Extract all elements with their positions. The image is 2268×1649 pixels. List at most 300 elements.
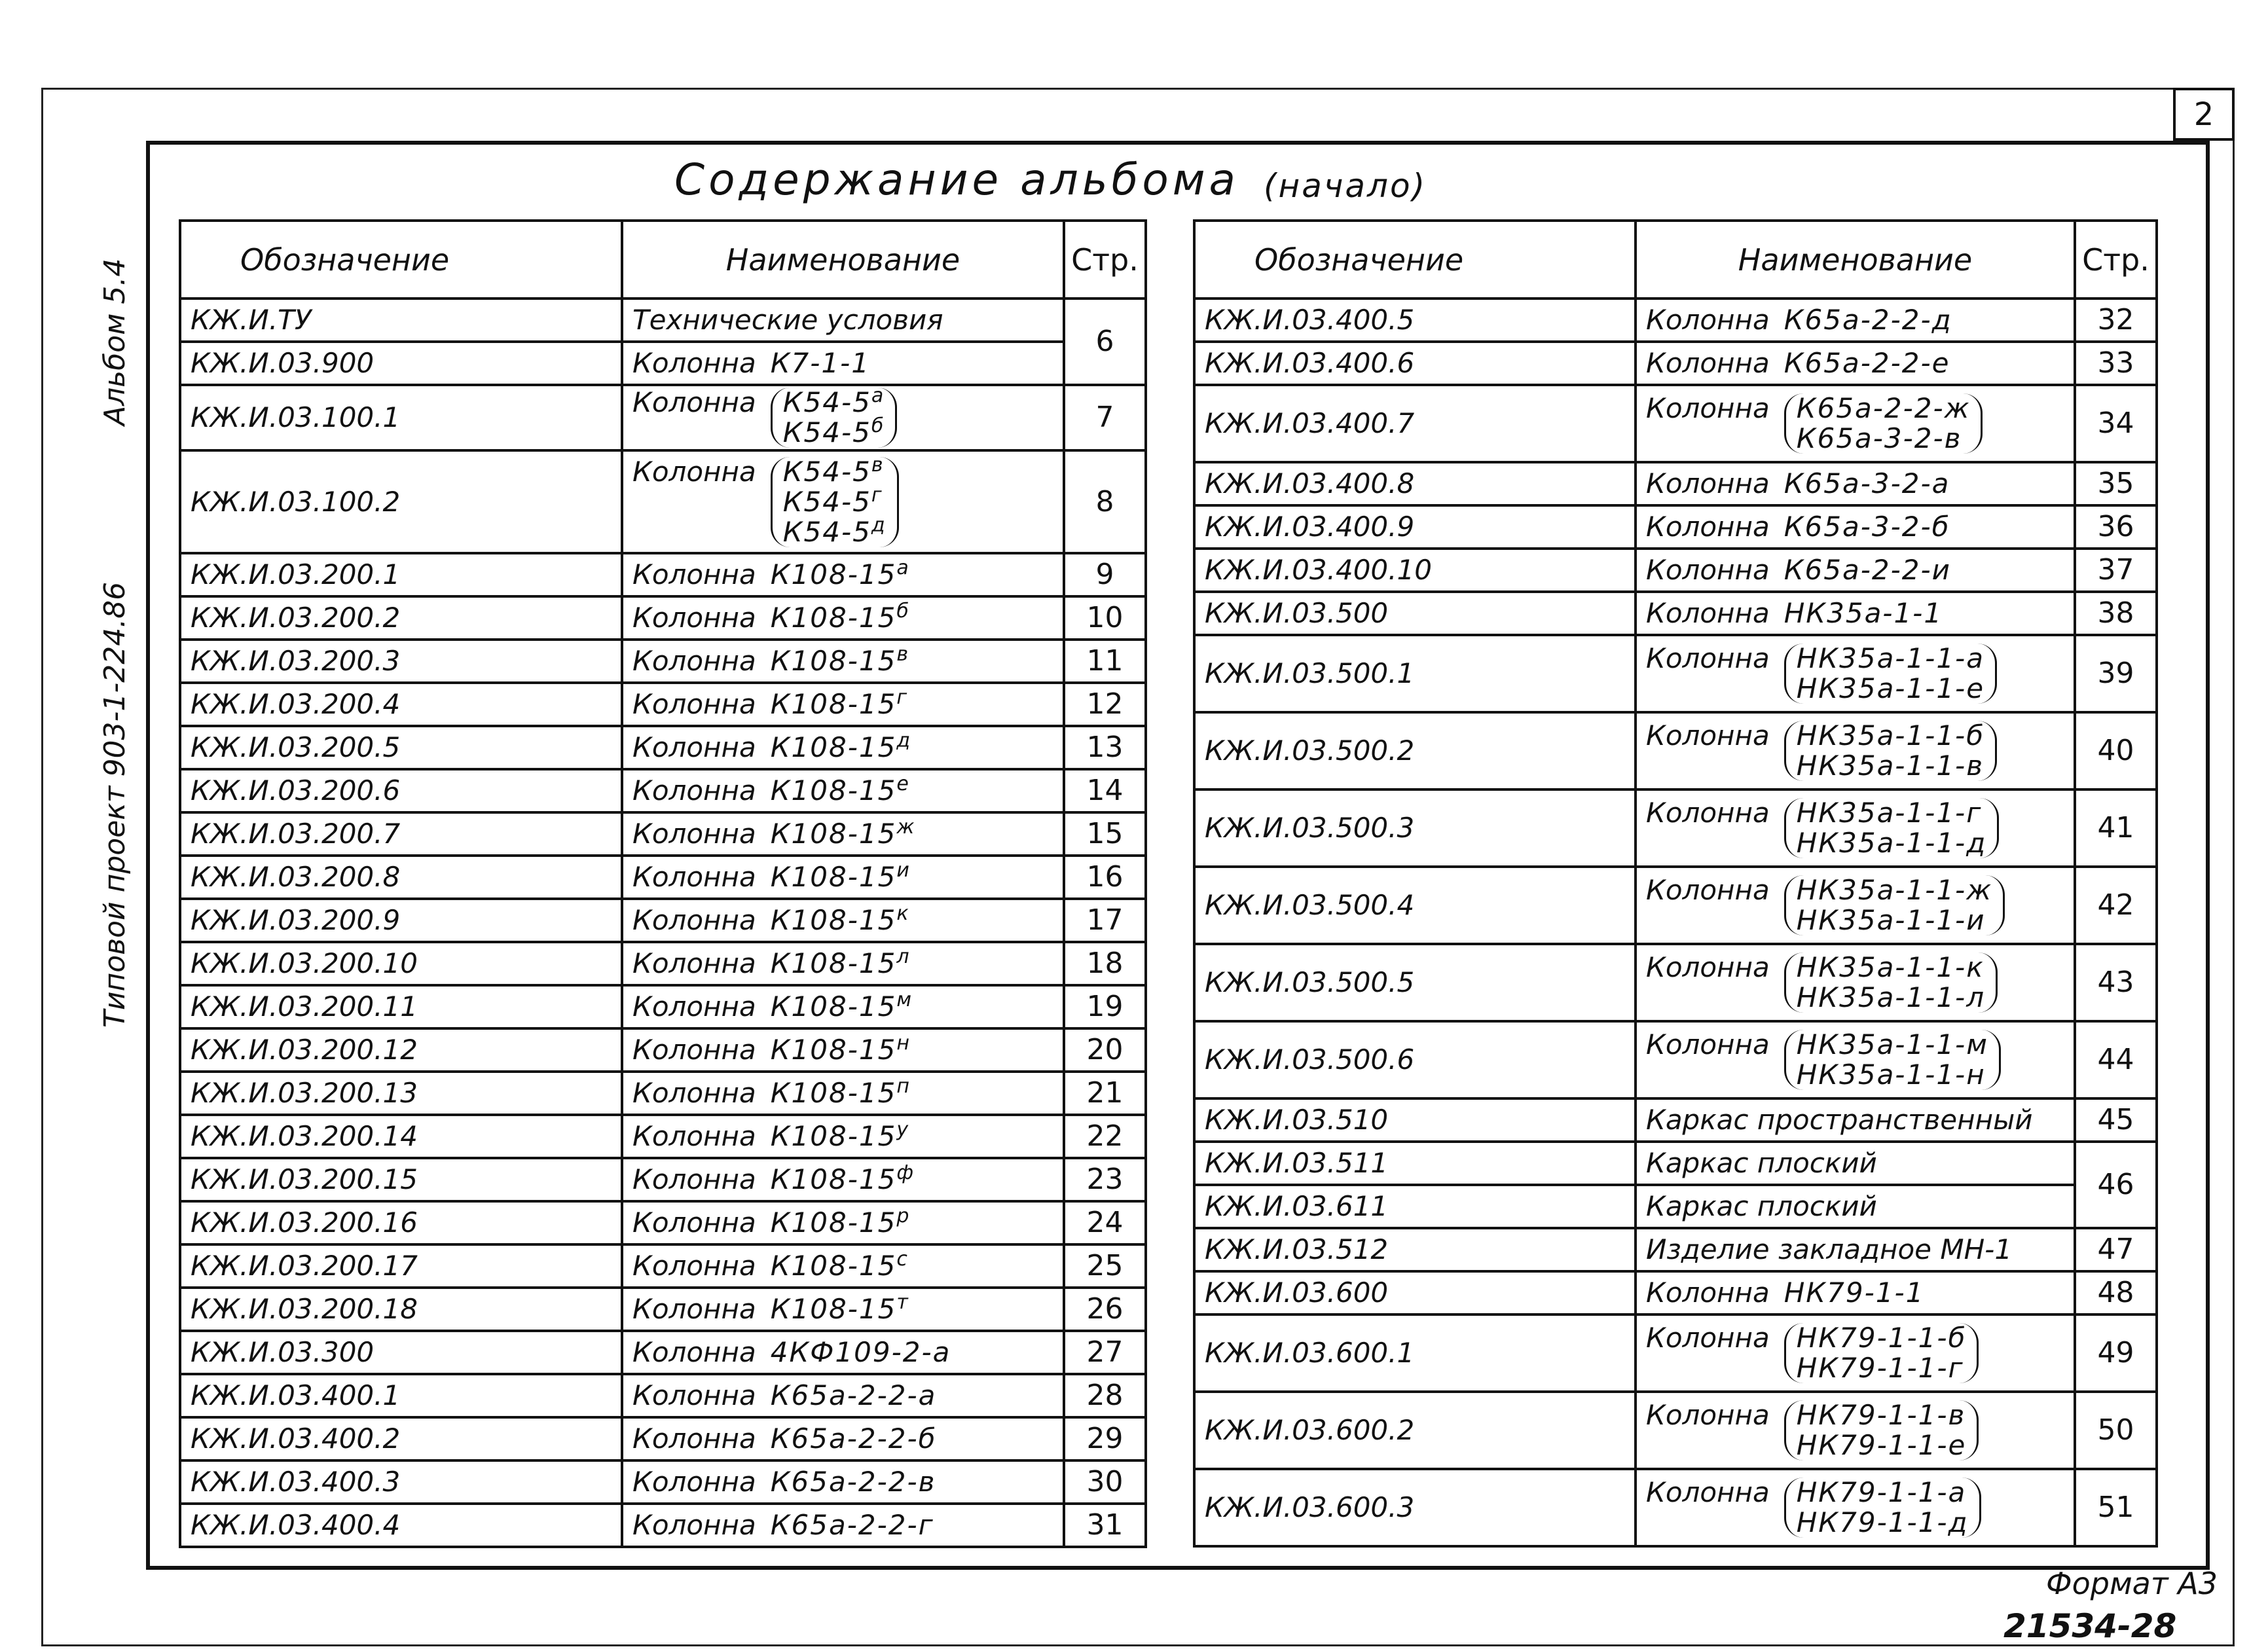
mark-code [770,643,909,677]
mark-base: К108-15 [770,1250,897,1282]
row-page: 28 [1064,1374,1146,1417]
mark-code [770,686,909,720]
mark-base: К108-15 [770,1163,897,1195]
row-name [622,1244,1064,1288]
mark-base: К65а-2-2-ж [1796,392,1971,424]
mark-code [1784,348,1950,378]
row-page: 31 [1064,1504,1146,1547]
mark-index: л [896,945,911,968]
mark-base: К108-15 [770,904,897,936]
row-page: 36 [2075,505,2157,549]
row-name-label: Колонна [632,1336,756,1368]
mark-base: 4КФ109-2-а [770,1336,951,1368]
table-row [1194,1228,2157,1271]
mark-base: К108-15 [770,1120,897,1152]
row-marks [770,816,916,850]
row-name-label: Колонна [632,1120,756,1152]
row-page: 13 [1064,726,1146,769]
table-row [180,683,1146,726]
table-row [1194,635,2157,712]
row-name [622,1417,1064,1460]
mark-code [770,859,911,893]
row-name-label: Колонна [632,1379,756,1411]
mark-code [770,729,912,763]
header-code: Обозначение [180,221,622,299]
row-code: КЖ.И.03.400.7 [1194,385,1636,462]
mark-code [1797,1353,1967,1383]
row-code: КЖ.И.03.400.10 [1194,549,1636,592]
mark-base: К108-15 [770,688,897,720]
mark-code [771,1467,936,1497]
mark-base: НК79-1-1-а [1796,1476,1967,1508]
row-page: 23 [1064,1158,1146,1201]
row-page: 50 [2075,1392,2157,1469]
mark-base: НК35а-1-1-ж [1796,874,1993,906]
mark-code [771,1510,934,1540]
mark-code [770,1075,911,1109]
mark-code [1797,721,1985,751]
table-row [180,1460,1146,1504]
row-name-label: Колонна [1646,1277,1770,1309]
mark-index: м [896,988,913,1011]
header-name: Наименование [1636,221,2075,299]
header-page: Стр. [1064,221,1146,299]
row-name [622,596,1064,640]
row-marks [1784,512,1950,542]
mark-base: НК35а-1-1 [1783,597,1943,629]
row-marks [1784,952,1998,1013]
row-name-label: Колонна [1646,1322,1770,1354]
row-page: 12 [1064,683,1146,726]
row-marks [771,385,898,448]
mark-code [782,414,885,448]
row-name [1636,462,2075,505]
row-name-label: Колонна [632,818,756,850]
row-name [622,299,1064,342]
row-name [1636,1185,2075,1228]
row-name [1636,712,2075,789]
row-code: КЖ.И.03.400.6 [1194,342,1636,385]
mark-base: НК79-1-1-в [1796,1399,1966,1431]
table-row [1194,549,2157,592]
row-marks [771,1510,934,1540]
row-page: 33 [2075,342,2157,385]
row-code: КЖ.И.03.500.3 [1194,789,1636,867]
row-page: 29 [1064,1417,1146,1460]
table-row [1194,1098,2157,1142]
row-name [1636,505,2075,549]
row-name [622,1028,1064,1072]
table-row [1194,867,2157,944]
mark-index: р [896,1205,911,1227]
row-marks [770,1205,911,1239]
row-name-label: Колонна [632,645,756,677]
row-page: 49 [2075,1314,2157,1392]
row-name-label: Колонна [632,455,756,488]
mark-code [1784,469,1950,499]
row-marks [771,453,899,548]
row-name [1636,867,2075,944]
row-name-label: Колонна [632,1163,756,1195]
row-name [622,683,1064,726]
row-name-label: Колонна [632,386,756,418]
row-code: КЖ.И.03.400.8 [1194,462,1636,505]
mark-base: НК79-1-1-г [1796,1352,1964,1384]
row-code: КЖ.И.03.600.2 [1194,1392,1636,1469]
row-code: КЖ.И.03.500.4 [1194,867,1636,944]
row-code: КЖ.И.03.200.7 [180,812,622,856]
row-page: 30 [1064,1460,1146,1504]
table-row [1194,1469,2157,1546]
row-code: КЖ.И.03.200.9 [180,899,622,942]
page-subtitle: (начало) [1264,167,1427,205]
mark-base: К108-15 [770,1206,897,1239]
row-name [1636,592,2075,635]
mark-base: К65а-3-2-в [1796,422,1962,454]
mark-code [770,988,913,1023]
row-name [1636,789,2075,867]
row-code: КЖ.И.03.500.2 [1194,712,1636,789]
table-row [1194,1142,2157,1185]
table-row [180,385,1146,450]
mark-code [771,1424,937,1454]
row-name-label: Колонна [632,774,756,806]
mark-code [771,1337,951,1368]
mark-base: К54-5 [782,455,871,488]
row-name-label: Колонна [1646,347,1770,379]
mark-index: а [896,556,910,579]
row-name [1636,1098,2075,1142]
inventory-number: 21534-28 [2003,1607,2177,1645]
mark-base: НК79-1-1-д [1796,1506,1969,1538]
row-name [622,640,1064,683]
table-row [1194,462,2157,505]
row-marks [770,988,913,1023]
table-row [180,856,1146,899]
row-page: 27 [1064,1331,1146,1374]
mark-code [782,483,887,518]
row-name-label: Колонна [1646,1476,1770,1508]
mark-base: К65а-2-2-а [770,1379,937,1411]
row-code: КЖ.И.03.400.4 [180,1504,622,1547]
row-page: 37 [2075,549,2157,592]
table-row [180,1374,1146,1417]
mark-index: е [896,772,910,795]
row-marks [770,643,909,677]
row-name [622,553,1064,596]
mark-base: НК35а-1-1-и [1796,904,1986,936]
mark-code [770,1118,910,1152]
row-name-label: Каркас пространственный [1646,1104,2033,1136]
row-name-label: Колонна [632,1509,756,1541]
row-page: 11 [1064,640,1146,683]
row-name [1636,1392,2075,1469]
mark-code [1784,598,1943,628]
row-name [622,450,1064,553]
contents-table-right [1193,219,2158,1548]
table-row [180,812,1146,856]
mark-base: К65а-3-2-б [1783,511,1950,543]
mark-base: К54-5 [782,416,871,448]
mark-index: к [896,902,910,925]
mark-index: у [896,1118,910,1141]
mark-code [1797,424,1971,454]
mark-base: НК35а-1-1-л [1796,981,1986,1013]
row-code: КЖ.И.03.200.5 [180,726,622,769]
sheet-number: 2 [2173,88,2235,141]
table-row [1194,299,2157,342]
mark-base: К54-5 [782,515,871,548]
row-name [622,1504,1064,1547]
row-name [1636,1142,2075,1185]
row-name [1636,342,2075,385]
table-row [1194,789,2157,867]
mark-code [1797,905,1992,935]
row-code: КЖ.И.03.200.17 [180,1244,622,1288]
table-row [180,640,1146,683]
row-name-label: Колонна [632,947,756,979]
mark-base: НК35а-1-1-д [1796,827,1987,859]
row-name [622,1201,1064,1244]
mark-code [1797,643,1985,674]
mark-base: К108-15 [770,818,897,850]
row-marks [1784,598,1943,628]
row-page: 48 [2075,1271,2157,1314]
table-row [1194,1271,2157,1314]
row-name-label: Технические условия [632,304,943,336]
table-row [180,1201,1146,1244]
row-marks [770,772,910,806]
row-name [622,812,1064,856]
row-code: КЖ.И.03.400.5 [1194,299,1636,342]
row-page: 26 [1064,1288,1146,1331]
row-page: 47 [2075,1228,2157,1271]
row-marks [770,1032,911,1066]
row-name [622,385,1064,450]
mark-code [1797,1477,1969,1508]
mark-code [1797,798,1987,828]
mark-base: К108-15 [770,1077,897,1109]
mark-base: К108-15 [770,861,897,893]
mark-index: д [871,513,887,537]
row-marks [1784,1477,1981,1538]
table-row [1194,385,2157,462]
format-label: Формат А3 [2046,1566,2218,1601]
mark-base: К108-15 [770,774,897,806]
row-code: КЖ.И.03.400.9 [1194,505,1636,549]
row-name [622,342,1064,385]
table-row [180,1331,1146,1374]
mark-base: К108-15 [770,602,897,634]
row-marks [771,1381,937,1411]
mark-code [782,513,887,548]
mark-base: К108-15 [770,990,897,1023]
row-code: КЖ.И.03.200.11 [180,985,622,1028]
row-name-label: Колонна [1646,392,1770,424]
table-row [180,1417,1146,1460]
table-row [180,1072,1146,1115]
row-code: КЖ.И.03.200.3 [180,640,622,683]
row-marks [1784,469,1950,499]
row-code: КЖ.И.03.400.1 [180,1374,622,1417]
row-name-label: Колонна [632,558,756,590]
row-name-label: Колонна [1646,1399,1770,1431]
table-row [1194,592,2157,635]
row-name-label: Колонна [1646,511,1770,543]
row-page: 42 [2075,867,2157,944]
mark-base: К54-5 [782,386,871,418]
mark-code [782,385,885,418]
row-name-label: Колонна [632,1422,756,1455]
table-row [180,1158,1146,1201]
row-name-label: Каркас плоский [1646,1190,1877,1222]
row-marks [770,945,911,979]
row-name [622,1288,1064,1331]
table-row [180,942,1146,985]
row-name-label: Колонна [632,688,756,720]
row-page: 24 [1064,1201,1146,1244]
mark-code [770,902,910,936]
row-name-label: Колонна [632,347,756,379]
mark-code [771,1381,937,1411]
mark-code [1797,828,1987,858]
row-name-label: Колонна [1646,467,1770,499]
table-row [180,596,1146,640]
mark-index: п [896,1075,911,1098]
mark-base: НК35а-1-1-к [1796,951,1985,983]
mark-index: т [896,1291,909,1314]
row-code: КЖ.И.03.512 [1194,1228,1636,1271]
mark-index: б [871,414,885,437]
row-code: КЖ.И.03.500 [1194,592,1636,635]
row-marks [771,348,870,378]
mark-base: НК79-1-1 [1783,1277,1925,1309]
row-code: КЖ.И.03.400.3 [180,1460,622,1504]
row-name-label: Колонна [632,990,756,1023]
row-code: КЖ.И.03.100.1 [180,385,622,450]
row-code: КЖ.И.03.500.1 [1194,635,1636,712]
row-code: КЖ.И.03.200.13 [180,1072,622,1115]
row-page: 44 [2075,1021,2157,1098]
row-code: КЖ.И.03.200.1 [180,553,622,596]
row-name [622,1115,1064,1158]
row-name [1636,549,2075,592]
contents-table-left [179,219,1147,1548]
row-name-label: Колонна [632,1466,756,1498]
mark-index: г [896,686,909,709]
mark-code [1784,1278,1925,1308]
mark-code [770,1032,911,1066]
row-page: 39 [2075,635,2157,712]
mark-code [770,600,910,634]
mark-base: К65а-2-2-д [1783,304,1952,336]
row-name [622,942,1064,985]
table-row [180,985,1146,1028]
row-name-label: Колонна [1646,1028,1770,1060]
row-name-label: Каркас плоский [1646,1147,1877,1179]
row-page: 41 [2075,789,2157,867]
row-name [622,899,1064,942]
row-name-label: Колонна [632,731,756,763]
table-row [1194,1021,2157,1098]
mark-code [770,772,910,806]
mark-base: К108-15 [770,947,897,979]
row-code: КЖ.И.03.200.16 [180,1201,622,1244]
row-page: 15 [1064,812,1146,856]
row-code: КЖ.И.03.200.14 [180,1115,622,1158]
row-marks [1784,393,1983,454]
row-code: КЖ.И.03.400.2 [180,1417,622,1460]
table-row [1194,1185,2157,1228]
mark-index: а [871,385,885,407]
table-row [180,769,1146,812]
row-marks [1784,721,1997,781]
row-marks [1784,1278,1925,1308]
mark-base: К65а-2-2-г [770,1509,934,1541]
row-name-label: Колонна [1646,642,1770,674]
row-name-label: Колонна [632,1077,756,1109]
row-marks [1784,1400,1979,1460]
mark-code [1784,512,1950,542]
row-code: КЖ.И.03.200.6 [180,769,622,812]
table-row [1194,505,2157,549]
mark-code [1797,1060,1988,1090]
mark-index: и [896,859,911,882]
mark-code [770,1205,911,1239]
mark-base: К108-15 [770,558,897,590]
mark-code [1797,952,1985,983]
row-marks [770,600,910,634]
row-name [1636,299,2075,342]
mark-code [771,348,870,378]
row-marks [770,902,910,936]
mark-code [770,1161,915,1195]
row-code: КЖ.И.ТУ [180,299,622,342]
row-name-label: Колонна [1646,874,1770,906]
row-marks [1784,348,1950,378]
row-page: 40 [2075,712,2157,789]
mark-code [782,453,887,488]
row-name [1636,635,2075,712]
table-row [1194,712,2157,789]
row-page: 22 [1064,1115,1146,1158]
row-code: КЖ.И.03.200.8 [180,856,622,899]
row-page: 16 [1064,856,1146,899]
table-row [180,450,1146,553]
row-code: КЖ.И.03.200.12 [180,1028,622,1072]
row-page: 7 [1064,385,1146,450]
row-name [622,1158,1064,1201]
row-page: 19 [1064,985,1146,1028]
mark-code [1797,1430,1967,1460]
mark-base: К7-1-1 [770,347,871,379]
row-page: 17 [1064,899,1146,942]
mark-index: в [871,453,885,477]
mark-base: НК35а-1-1-в [1796,750,1984,782]
row-name [1636,1271,2075,1314]
row-marks [771,1467,936,1497]
mark-index: с [896,1248,909,1271]
mark-code [1797,1508,1969,1538]
row-name [622,1072,1064,1115]
row-name [1636,385,2075,462]
mark-base: НК35а-1-1-е [1796,672,1985,704]
mark-base: К108-15 [770,1293,897,1325]
row-name [1636,944,2075,1021]
row-name-label: Колонна [1646,304,1770,336]
row-marks [770,1118,910,1152]
mark-code [1797,1323,1967,1353]
